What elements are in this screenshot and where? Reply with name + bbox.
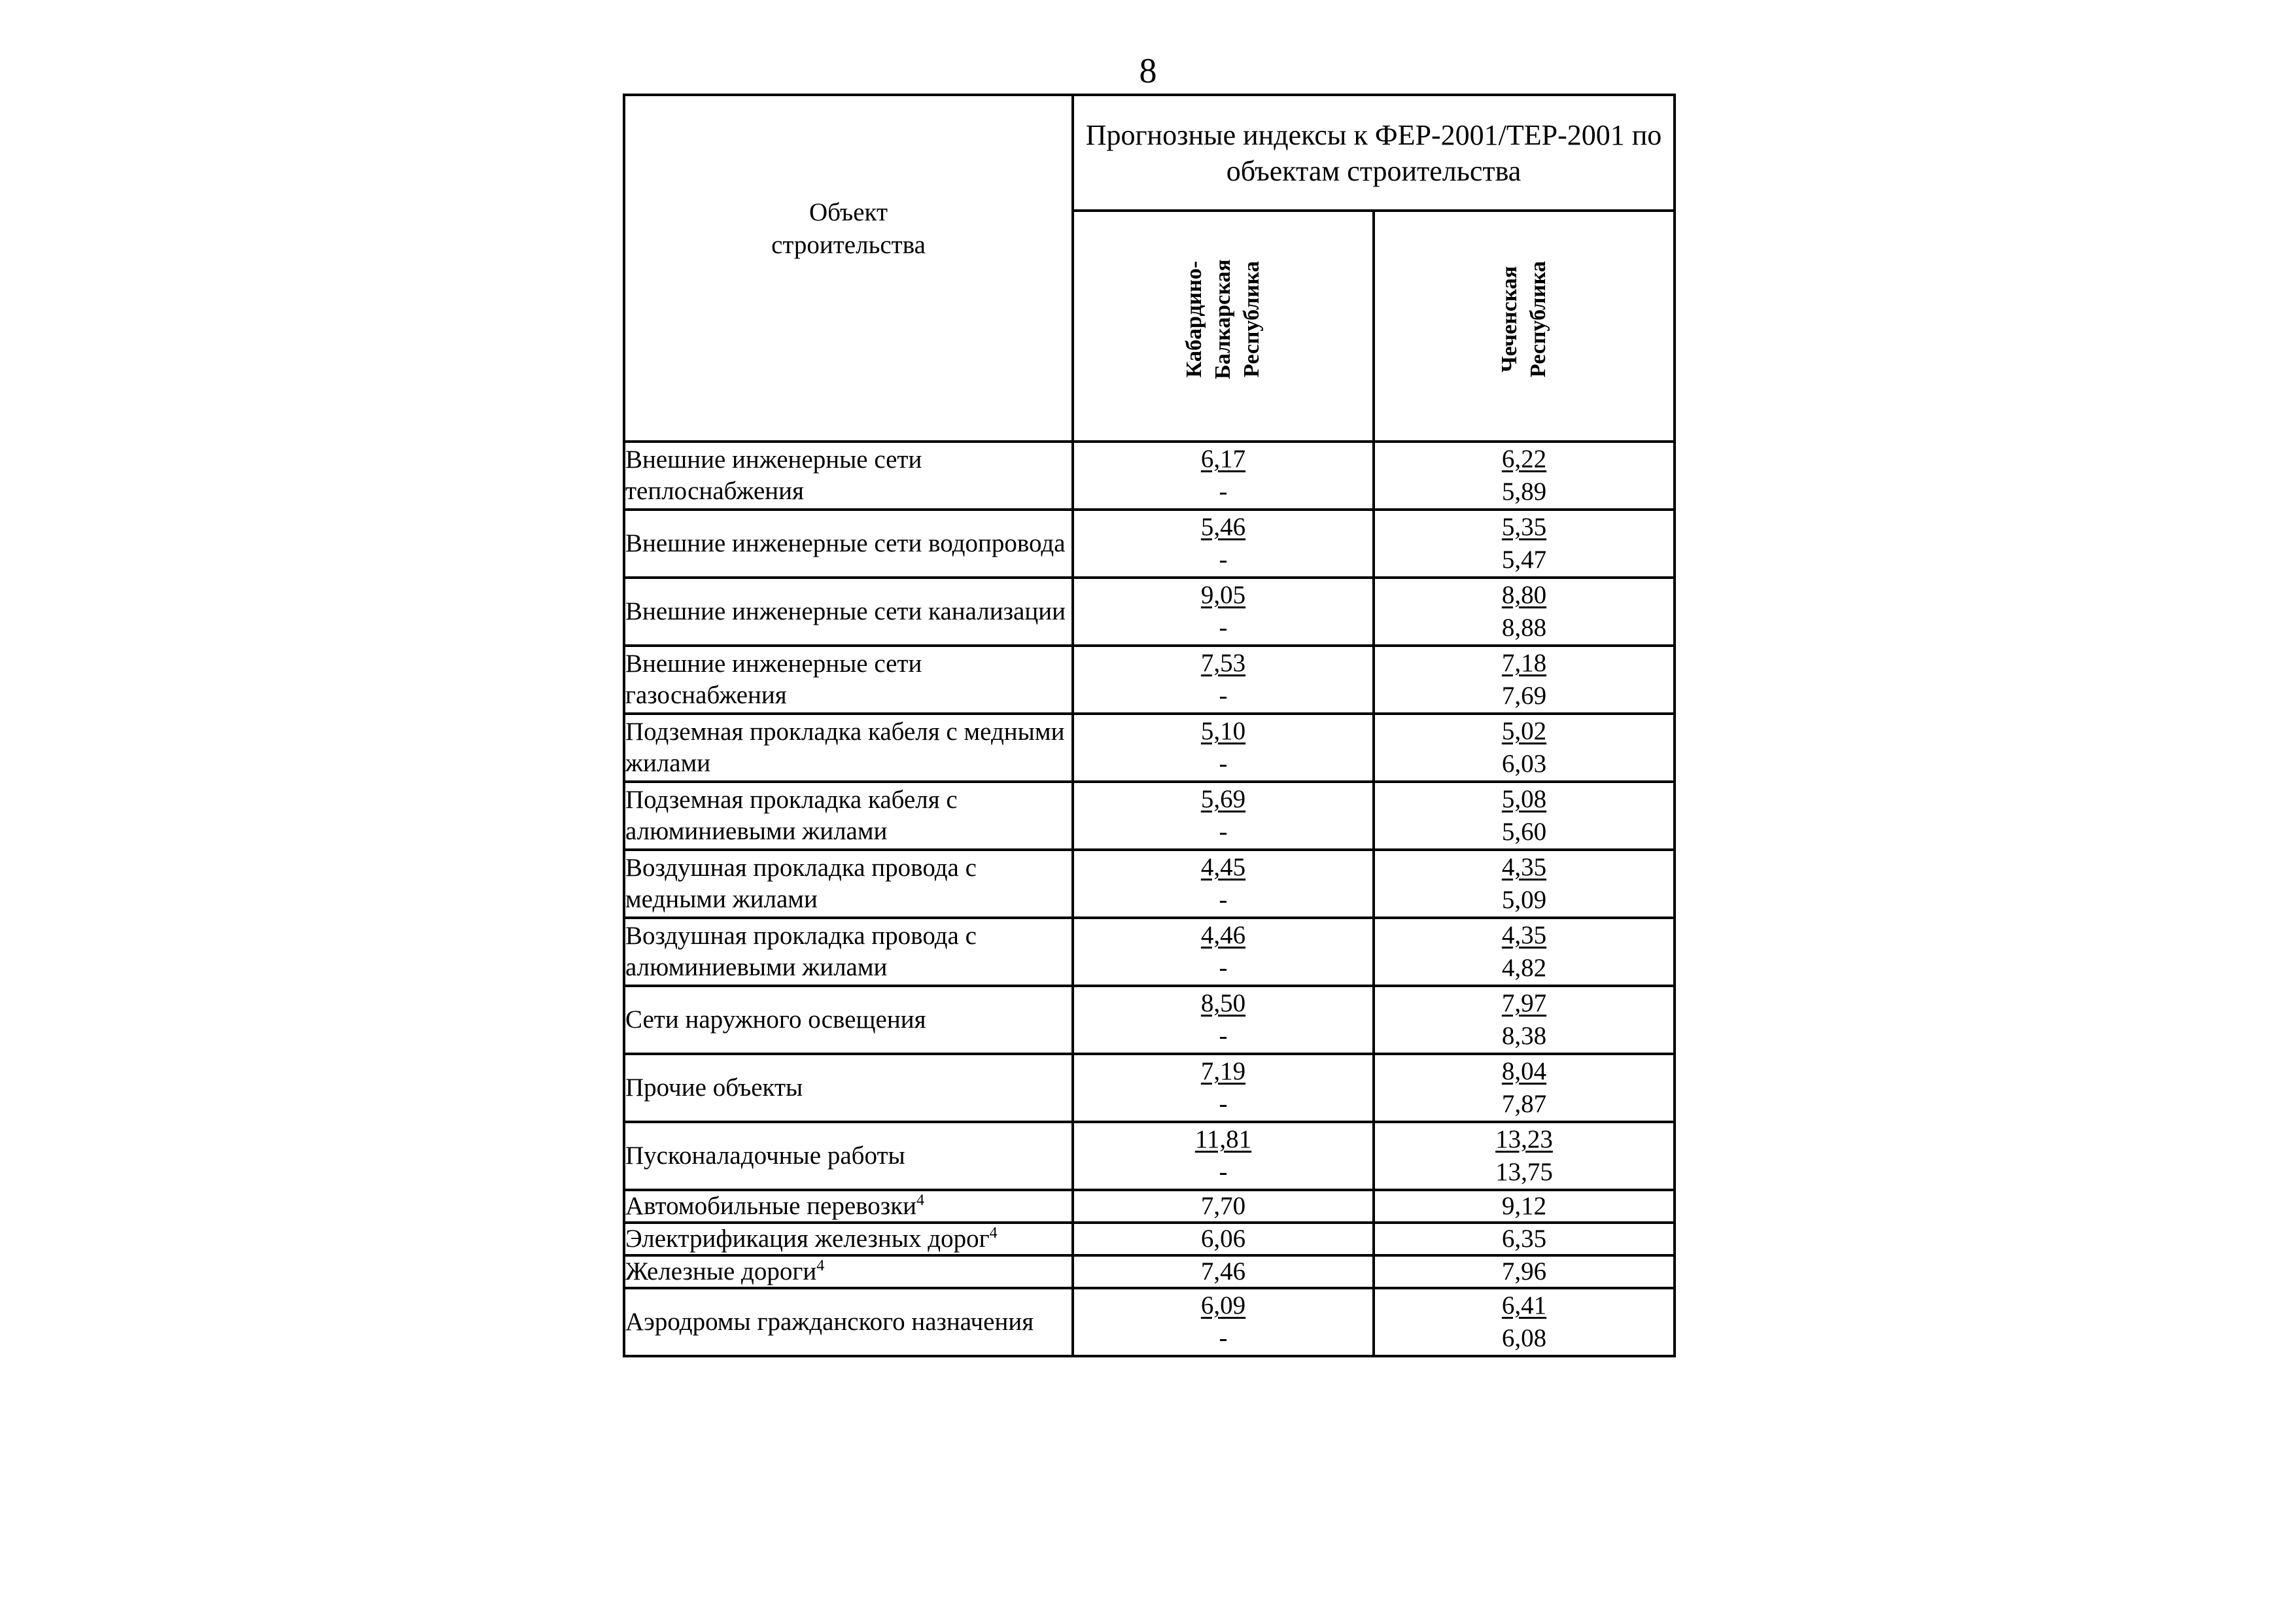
table-row: [624, 986, 1675, 1054]
object-name: Автомобильные перевозки: [625, 1192, 917, 1220]
value-cell-chr: [1374, 714, 1675, 782]
table-row: [624, 1054, 1675, 1122]
object-name: Воздушная прокладка провода с медными жилами: [625, 854, 977, 913]
value-cell-chr: [1374, 918, 1675, 986]
value-chr-top: 7,97: [1501, 989, 1547, 1017]
table-row: [624, 1223, 1675, 1255]
value-cell-kbr: [1073, 782, 1374, 850]
object-name: Воздушная прокладка провода с алюминиевыми жилами: [625, 922, 977, 981]
table-row: [624, 1190, 1675, 1223]
object-name: Аэродромы гражданского назначения: [625, 1308, 1034, 1336]
value-cell-kbr: [1073, 986, 1374, 1054]
value-cell-chr: [1374, 850, 1675, 918]
value-chr-top: 6,22: [1501, 445, 1547, 473]
value-cell-chr: [1374, 1223, 1675, 1255]
value-chr-bottom: 4,82: [1501, 954, 1547, 982]
value-cell-chr: [1374, 1054, 1675, 1122]
header-object-label: Объект строительства: [771, 198, 926, 259]
object-cell: [624, 1288, 1073, 1356]
region-chr-line: Чеченская: [1497, 266, 1522, 373]
object-name: Внешние инженерные сети канализации: [625, 597, 1066, 625]
table-row: [624, 1255, 1675, 1288]
value-chr-top: 5,08: [1501, 785, 1547, 813]
region-kbr-line: Кабардино-: [1182, 261, 1206, 378]
value-kbr-bottom: -: [1219, 750, 1228, 778]
object-name: Прочие объекты: [625, 1073, 803, 1102]
object-name: Электрификация железных дорог: [625, 1225, 990, 1253]
value-kbr-top: 5,46: [1200, 513, 1246, 541]
region-kbr-line: Балкарская: [1211, 259, 1235, 379]
value-kbr-top: 6,17: [1200, 445, 1246, 473]
object-cell: [624, 578, 1073, 646]
object-name: Подземная прокладка кабеля с алюминиевыми жилами: [625, 786, 958, 845]
value-cell-kbr: [1073, 714, 1374, 782]
table-row: [624, 1288, 1675, 1356]
object-name: Железные дороги: [625, 1257, 817, 1285]
value-chr-top: 5,02: [1501, 717, 1547, 745]
value-chr-bottom: 6,03: [1501, 750, 1547, 778]
object-cell: [624, 850, 1073, 918]
value-chr-top: 13,23: [1495, 1125, 1553, 1153]
region-chr-label: [1495, 261, 1553, 377]
value-cell-chr: [1374, 986, 1675, 1054]
value-chr-bottom: 5,60: [1501, 818, 1547, 846]
header-group: Прогнозные индексы к ФЕР-2001/ТЕР-2001 по объектам строительства: [1073, 95, 1675, 211]
object-name: Внешние инженерные сети газоснабжения: [625, 650, 922, 709]
value-kbr-bottom: -: [1219, 682, 1228, 710]
value-chr-bottom: 7,69: [1501, 682, 1547, 710]
value-cell-chr: [1374, 510, 1675, 578]
value-kbr-top: 6,09: [1200, 1291, 1246, 1319]
value-kbr-top: 9,05: [1200, 581, 1246, 609]
table-row: [624, 646, 1675, 714]
value-chr-bottom: 8,38: [1501, 1022, 1547, 1050]
value-cell-kbr: [1073, 1054, 1374, 1122]
table-body: [624, 442, 1675, 1356]
object-cell: [624, 1223, 1073, 1255]
region-kbr-line: Республика: [1240, 261, 1264, 378]
object-cell: [624, 1190, 1073, 1223]
value-kbr-top: 7,19: [1200, 1057, 1246, 1085]
value-chr-bottom: 5,09: [1501, 886, 1547, 914]
value-cell-chr: [1374, 578, 1675, 646]
value-kbr-bottom: -: [1219, 886, 1228, 914]
region-chr-line: Республика: [1526, 261, 1550, 378]
value-kbr: 7,70: [1200, 1192, 1246, 1220]
table-row: [624, 850, 1675, 918]
value-chr-top: 4,35: [1501, 921, 1547, 949]
value-kbr-top: 8,50: [1200, 989, 1246, 1017]
value-kbr-bottom: -: [1219, 546, 1228, 574]
header-row: [624, 95, 1675, 211]
value-kbr-bottom: -: [1219, 1022, 1228, 1050]
region-kbr-label: [1180, 260, 1266, 379]
header-region-chr: [1374, 211, 1675, 442]
value-kbr-bottom: -: [1219, 954, 1228, 982]
value-kbr-top: 4,46: [1200, 921, 1246, 949]
object-name: Внешние инженерные сети теплоснабжения: [625, 445, 922, 505]
object-cell: [624, 510, 1073, 578]
value-chr-top: 4,35: [1501, 853, 1547, 881]
value-chr-bottom: 8,88: [1501, 614, 1547, 642]
value-kbr-bottom: -: [1219, 1324, 1228, 1352]
value-kbr: 7,46: [1200, 1257, 1246, 1285]
value-cell-chr: [1374, 782, 1675, 850]
footnote-mark: 4: [916, 1192, 925, 1209]
value-cell-kbr: [1073, 1223, 1374, 1255]
object-name: Сети наружного освещения: [625, 1005, 926, 1034]
value-cell-chr: [1374, 1190, 1675, 1223]
index-table: [623, 94, 1676, 1357]
table-row: [624, 1122, 1675, 1190]
value-kbr-bottom: -: [1219, 1158, 1228, 1186]
footnote-mark: 4: [989, 1225, 998, 1242]
table-row: [624, 782, 1675, 850]
value-chr-top: 8,80: [1501, 581, 1547, 609]
value-kbr-bottom: -: [1219, 818, 1228, 846]
object-name: Подземная прокладка кабеля с медными жилами: [625, 718, 1065, 777]
value-cell-kbr: [1073, 918, 1374, 986]
value-kbr-top: 5,69: [1200, 785, 1246, 813]
value-chr: 9,12: [1501, 1192, 1547, 1220]
value-cell-chr: [1374, 1122, 1675, 1190]
object-cell: [624, 918, 1073, 986]
value-cell-kbr: [1073, 578, 1374, 646]
value-chr-top: 8,04: [1501, 1057, 1547, 1085]
value-cell-chr: [1374, 1255, 1675, 1288]
table-row: [624, 714, 1675, 782]
value-chr-bottom: 6,08: [1501, 1324, 1547, 1352]
value-kbr-bottom: -: [1219, 478, 1228, 506]
table-row: [624, 442, 1675, 510]
value-chr-top: 6,41: [1501, 1291, 1547, 1319]
value-cell-kbr: [1073, 850, 1374, 918]
value-kbr-top: 7,53: [1200, 649, 1246, 677]
object-name: Пусконаладочные работы: [625, 1142, 905, 1170]
object-name: Внешние инженерные сети водопровода: [625, 529, 1066, 557]
value-kbr-top: 4,45: [1200, 853, 1246, 881]
value-chr: 7,96: [1501, 1257, 1547, 1285]
value-cell-chr: [1374, 1288, 1675, 1356]
table-row: [624, 578, 1675, 646]
value-cell-kbr: [1073, 1122, 1374, 1190]
object-cell: [624, 714, 1073, 782]
value-chr-bottom: 13,75: [1495, 1158, 1553, 1186]
value-kbr-top: 11,81: [1194, 1125, 1252, 1153]
header-object: [624, 95, 1073, 442]
value-chr-bottom: 7,87: [1501, 1090, 1547, 1118]
value-kbr-bottom: -: [1219, 614, 1228, 642]
page-number: 8: [1139, 51, 1157, 90]
header-region-kbr: [1073, 211, 1374, 442]
value-chr-top: 5,35: [1501, 513, 1547, 541]
value-cell-chr: [1374, 646, 1675, 714]
value-cell-chr: [1374, 442, 1675, 510]
table-row: [624, 918, 1675, 986]
object-cell: [624, 646, 1073, 714]
object-cell: [624, 1122, 1073, 1190]
value-chr: 6,35: [1501, 1225, 1547, 1253]
object-cell: [624, 1054, 1073, 1122]
value-kbr: 6,06: [1200, 1225, 1246, 1253]
value-cell-kbr: [1073, 1255, 1374, 1288]
object-cell: [624, 442, 1073, 510]
object-cell: [624, 1255, 1073, 1288]
value-cell-kbr: [1073, 1190, 1374, 1223]
value-cell-kbr: [1073, 1288, 1374, 1356]
object-cell: [624, 782, 1073, 850]
value-cell-kbr: [1073, 510, 1374, 578]
footnote-mark: 4: [816, 1257, 825, 1274]
value-cell-kbr: [1073, 646, 1374, 714]
value-chr-bottom: 5,89: [1501, 478, 1547, 506]
object-cell: [624, 986, 1073, 1054]
value-cell-kbr: [1073, 442, 1374, 510]
value-chr-top: 7,18: [1501, 649, 1547, 677]
value-chr-bottom: 5,47: [1501, 546, 1547, 574]
value-kbr-bottom: -: [1219, 1090, 1228, 1118]
value-kbr-top: 5,10: [1200, 717, 1246, 745]
table-row: [624, 510, 1675, 578]
